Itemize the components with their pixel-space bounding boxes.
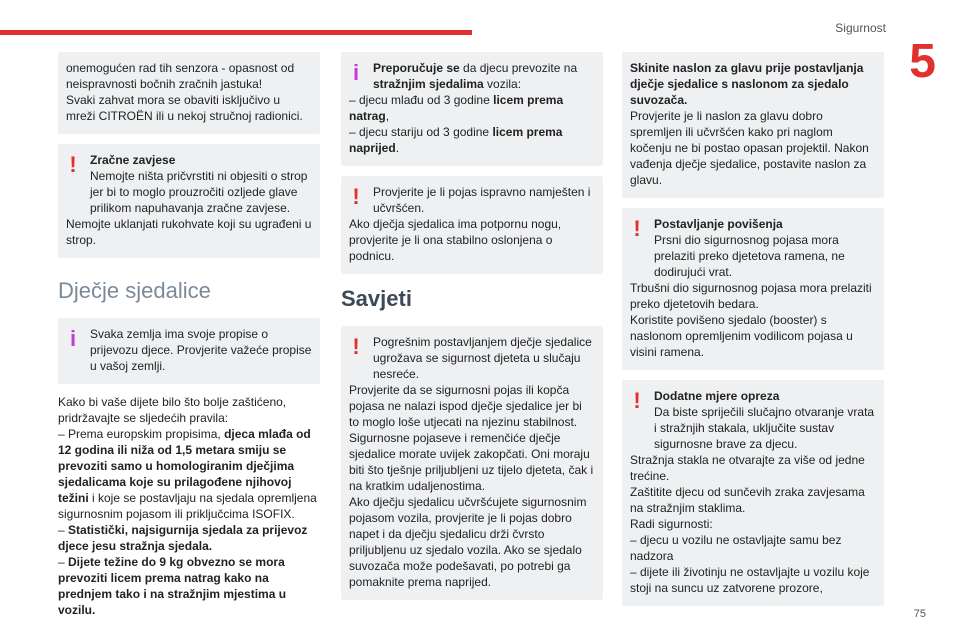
warning-icon: !	[352, 334, 360, 359]
info-box	[341, 52, 603, 166]
warning-text: Provjerite je li pojas ispravno namješten i učvršćen.	[373, 185, 591, 215]
list-item: – djecu stariju od 3 godine licem prema naprijed.	[349, 125, 563, 155]
warning-text: Da biste spriječili slučajno otvaranje vrata i stražnjih stakala, uključite sustav sigurnosne brave za djecu.	[654, 405, 875, 451]
warning-title: Zračne zavjese	[90, 153, 176, 167]
chapter-number: 5	[909, 35, 936, 88]
paragraph: Kako bi vaše dijete bilo što bolje zaštićeno, pridržavajte se sljedećih pravila:	[58, 395, 287, 425]
column-1	[58, 52, 320, 618]
info-text: Preporučuje se da djecu prevozite na stražnjim sjedalima vozila:	[373, 61, 578, 91]
warning-text: Provjerite da se sigurnosni pojas ili kopča pojasa ne nalazi ispod dječje sjedalice jer bi to moglo loše utjecati na njezinu stabilnost.	[349, 383, 582, 429]
list-item: – Statistički, najsigurnija sjedala za prijevoz djece jesu stražnja sjedala.	[58, 523, 308, 553]
section-heading: Savjeti	[341, 286, 412, 311]
warning-text: Ako dječju sjedalicu učvršćujete sigurnosnim pojasom vozila, provjerite je li pojas dobro napet i da dječju sjedalicu drži čvrsto priljubljenu uz sjedalo vozila. Ako se sjedalo suvozača može podešavati, po potrebi ga pomaknite prema naprijed.	[349, 495, 587, 589]
list-item: – Prema europskim propisima, djeca mlađa od 12 godina ili niža od 1,5 metara smiju se prevoziti samo u homologiranim dječjima sjedalicama koje su prilagođene njihovoj težini i koje se postavljaju na sjedala opremljena sigurnosnim pojasom ili priključcima ISOFIX.	[58, 427, 317, 521]
warning-box	[622, 208, 884, 370]
warning-box	[341, 176, 603, 274]
column-3	[622, 52, 884, 616]
warning-text: Nemojte ništa pričvrstiti ni objesiti o strop jer bi to moglo prouzročiti ozljede glave prilikom napuhavanja zračne zavjese.	[90, 169, 308, 215]
warning-text: Radi sigurnosti:	[630, 517, 713, 531]
section-heading: Dječje sjedalice	[58, 278, 211, 303]
body-text	[58, 394, 320, 618]
warning-box	[58, 144, 320, 258]
warning-box	[622, 380, 884, 606]
note-title: Skinite naslon za glavu prije postavljanja dječje sjedalice s naslonom za sjedalo suvozača.	[630, 61, 864, 107]
warning-text: Trbušni dio sigurnosnog pojasa mora prelaziti preko djetetovih bedara.	[630, 281, 872, 311]
page-number: 75	[913, 608, 926, 620]
note-box	[622, 52, 884, 198]
column-2	[341, 52, 603, 610]
warning-icon: !	[352, 184, 360, 209]
warning-text: Sigurnosne pojaseve i remenčiće dječje sjedalice morate uvijek zakopčati. Oni moraju biti što tješnje priljubljeni uz tijelo djeteta, čak i na kratkim udaljenostima.	[349, 431, 594, 493]
list-item: – djecu mlađu od 3 godine licem prema natrag,	[349, 93, 564, 123]
warning-title: Dodatne mjere opreza	[654, 389, 780, 403]
list-item: – djecu u vozilu ne ostavljajte samu bez nadzora	[630, 533, 842, 563]
warning-title: Postavljanje povišenja	[654, 217, 783, 231]
info-box	[58, 318, 320, 384]
section-title: Sigurnost	[835, 21, 886, 35]
note-text: Provjerite je li naslon za glavu dobro spremljen ili učvršćen kako pri naglom kočenju ne bi postao opasan projektil. Nakon vađenja dječje sjedalice, postavite naslon za glavu.	[630, 109, 869, 187]
warning-text: Koristite povišeno sjedalo (booster) s naslonom opremljenim vodilicom pojasa u visini ramena.	[630, 313, 853, 359]
warning-text: Ako dječja sjedalica ima potpornu nogu, provjerite je li ona stabilno oslonjena o podnicu.	[349, 217, 562, 263]
warning-icon: !	[633, 388, 641, 413]
list-item: – Dijete težine do 9 kg obvezno se mora prevoziti licem prema natrag kako na prednjem tako i na stražnjim mjestima u vozilu.	[58, 555, 287, 617]
warning-text: Nemojte uklanjati rukohvate koji su ugrađeni u strop.	[66, 217, 312, 247]
warning-box	[341, 326, 603, 600]
note-text: onemogućen rad tih senzora - opasnost od neispravnosti bočnih zračnih jastuka!	[66, 61, 295, 91]
list-item: – dijete ili životinju ne ostavljajte u vozilu koje stoji na suncu uz zatvorene prozore,	[630, 565, 870, 595]
warning-icon: !	[69, 152, 77, 177]
note-text: Svaki zahvat mora se obaviti isključivo u mreži CITROËN ili u nekoj stručnoj radionici.	[66, 93, 303, 123]
info-text: Svaka zemlja ima svoje propise o prijevozu djece. Provjerite važeće propise u vašoj zemlji.	[90, 327, 312, 373]
info-icon: i	[352, 60, 360, 85]
info-icon: i	[69, 326, 77, 351]
warning-text: Pogrešnim postavljanjem dječje sjedalice ugrožava se sigurnost djeteta u slučaju nesreće.	[373, 335, 592, 381]
warning-text: Stražnja stakla ne otvarajte za više od jedne trećine.	[630, 453, 865, 483]
warning-text: Zaštitite djecu od sunčevih zraka zavjesama na stražnjim staklima.	[630, 485, 865, 515]
warning-icon: !	[633, 216, 641, 241]
header-accent-bar	[0, 30, 472, 35]
warning-text: Prsni dio sigurnosnog pojasa mora prelaziti preko djetetova ramena, ne dodirujući vrat.	[654, 233, 845, 279]
note-box	[58, 52, 320, 134]
